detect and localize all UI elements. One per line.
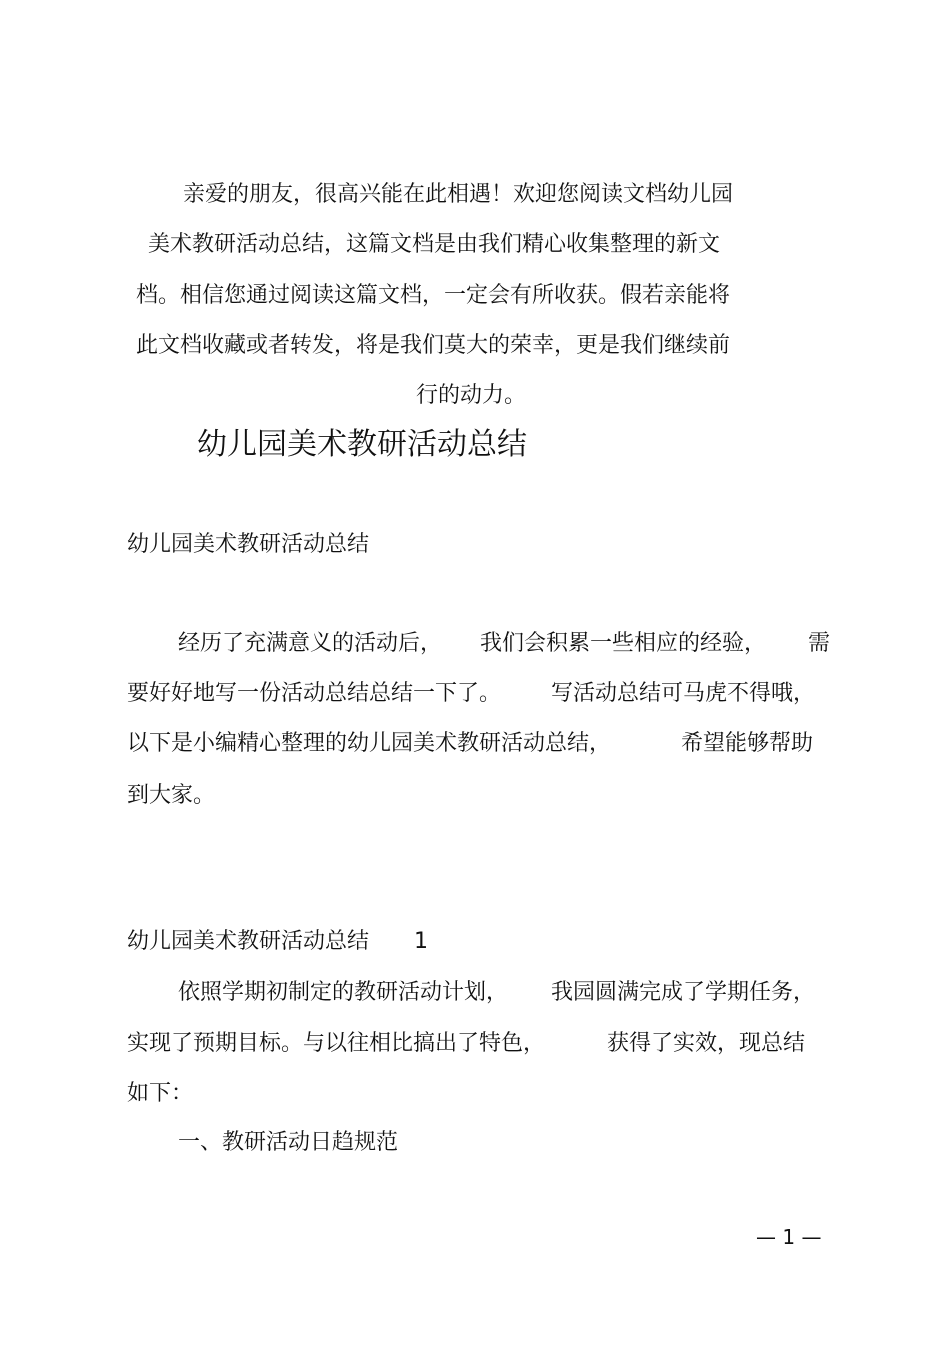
intro-line-2: 美术教研活动总结，这篇文档是由我们精心收集整理的新文	[148, 232, 721, 257]
section1-heading-number: 1	[414, 929, 428, 954]
para1-line1-a: 经历了充满意义的活动后，	[178, 631, 443, 656]
para1-line2-b: 写活动总结可马虎不得哦，	[551, 681, 816, 706]
intro-line-3: 档。相信您通过阅读这篇文档，一定会有所收获。假若亲能将	[136, 283, 731, 308]
document-subtitle: 幼儿园美术教研活动总结	[127, 532, 370, 557]
section1-item1: 一、教研活动日趋规范	[178, 1130, 399, 1155]
para1-line1-b: 我们会积累一些相应的经验，	[480, 631, 767, 656]
section1-line1-a: 依照学期初制定的教研活动计划，	[178, 980, 509, 1005]
section1-line2-a: 实现了预期目标。与以往相比搞出了特色，	[127, 1031, 546, 1056]
intro-line-5: 行的动力。	[416, 383, 527, 408]
para1-line1-c: 需	[808, 631, 831, 656]
para1-line4: 到大家。	[127, 783, 216, 808]
para1-line3-b: 希望能够帮助	[681, 731, 814, 756]
intro-line-4: 此文档收藏或者转发，将是我们莫大的荣幸，更是我们继续前	[136, 333, 731, 358]
section1-heading: 幼儿园美术教研活动总结	[127, 929, 370, 954]
section1-line3: 如下：	[127, 1081, 194, 1106]
document-title: 幼儿园美术教研活动总结	[197, 427, 527, 462]
section1-line2-b: 获得了实效，现总结	[607, 1031, 806, 1056]
page-number: — 1 —	[756, 1225, 822, 1249]
para1-line2-a: 要好好地写一份活动总结总结一下了。	[127, 681, 502, 706]
intro-line-1: 亲爱的朋友，很高兴能在此相遇！欢迎您阅读文档幼儿园	[183, 182, 734, 207]
para1-line3-a: 以下是小编精心整理的幼儿园美术教研活动总结，	[127, 731, 612, 756]
section1-line1-b: 我园圆满完成了学期任务，	[551, 980, 816, 1005]
